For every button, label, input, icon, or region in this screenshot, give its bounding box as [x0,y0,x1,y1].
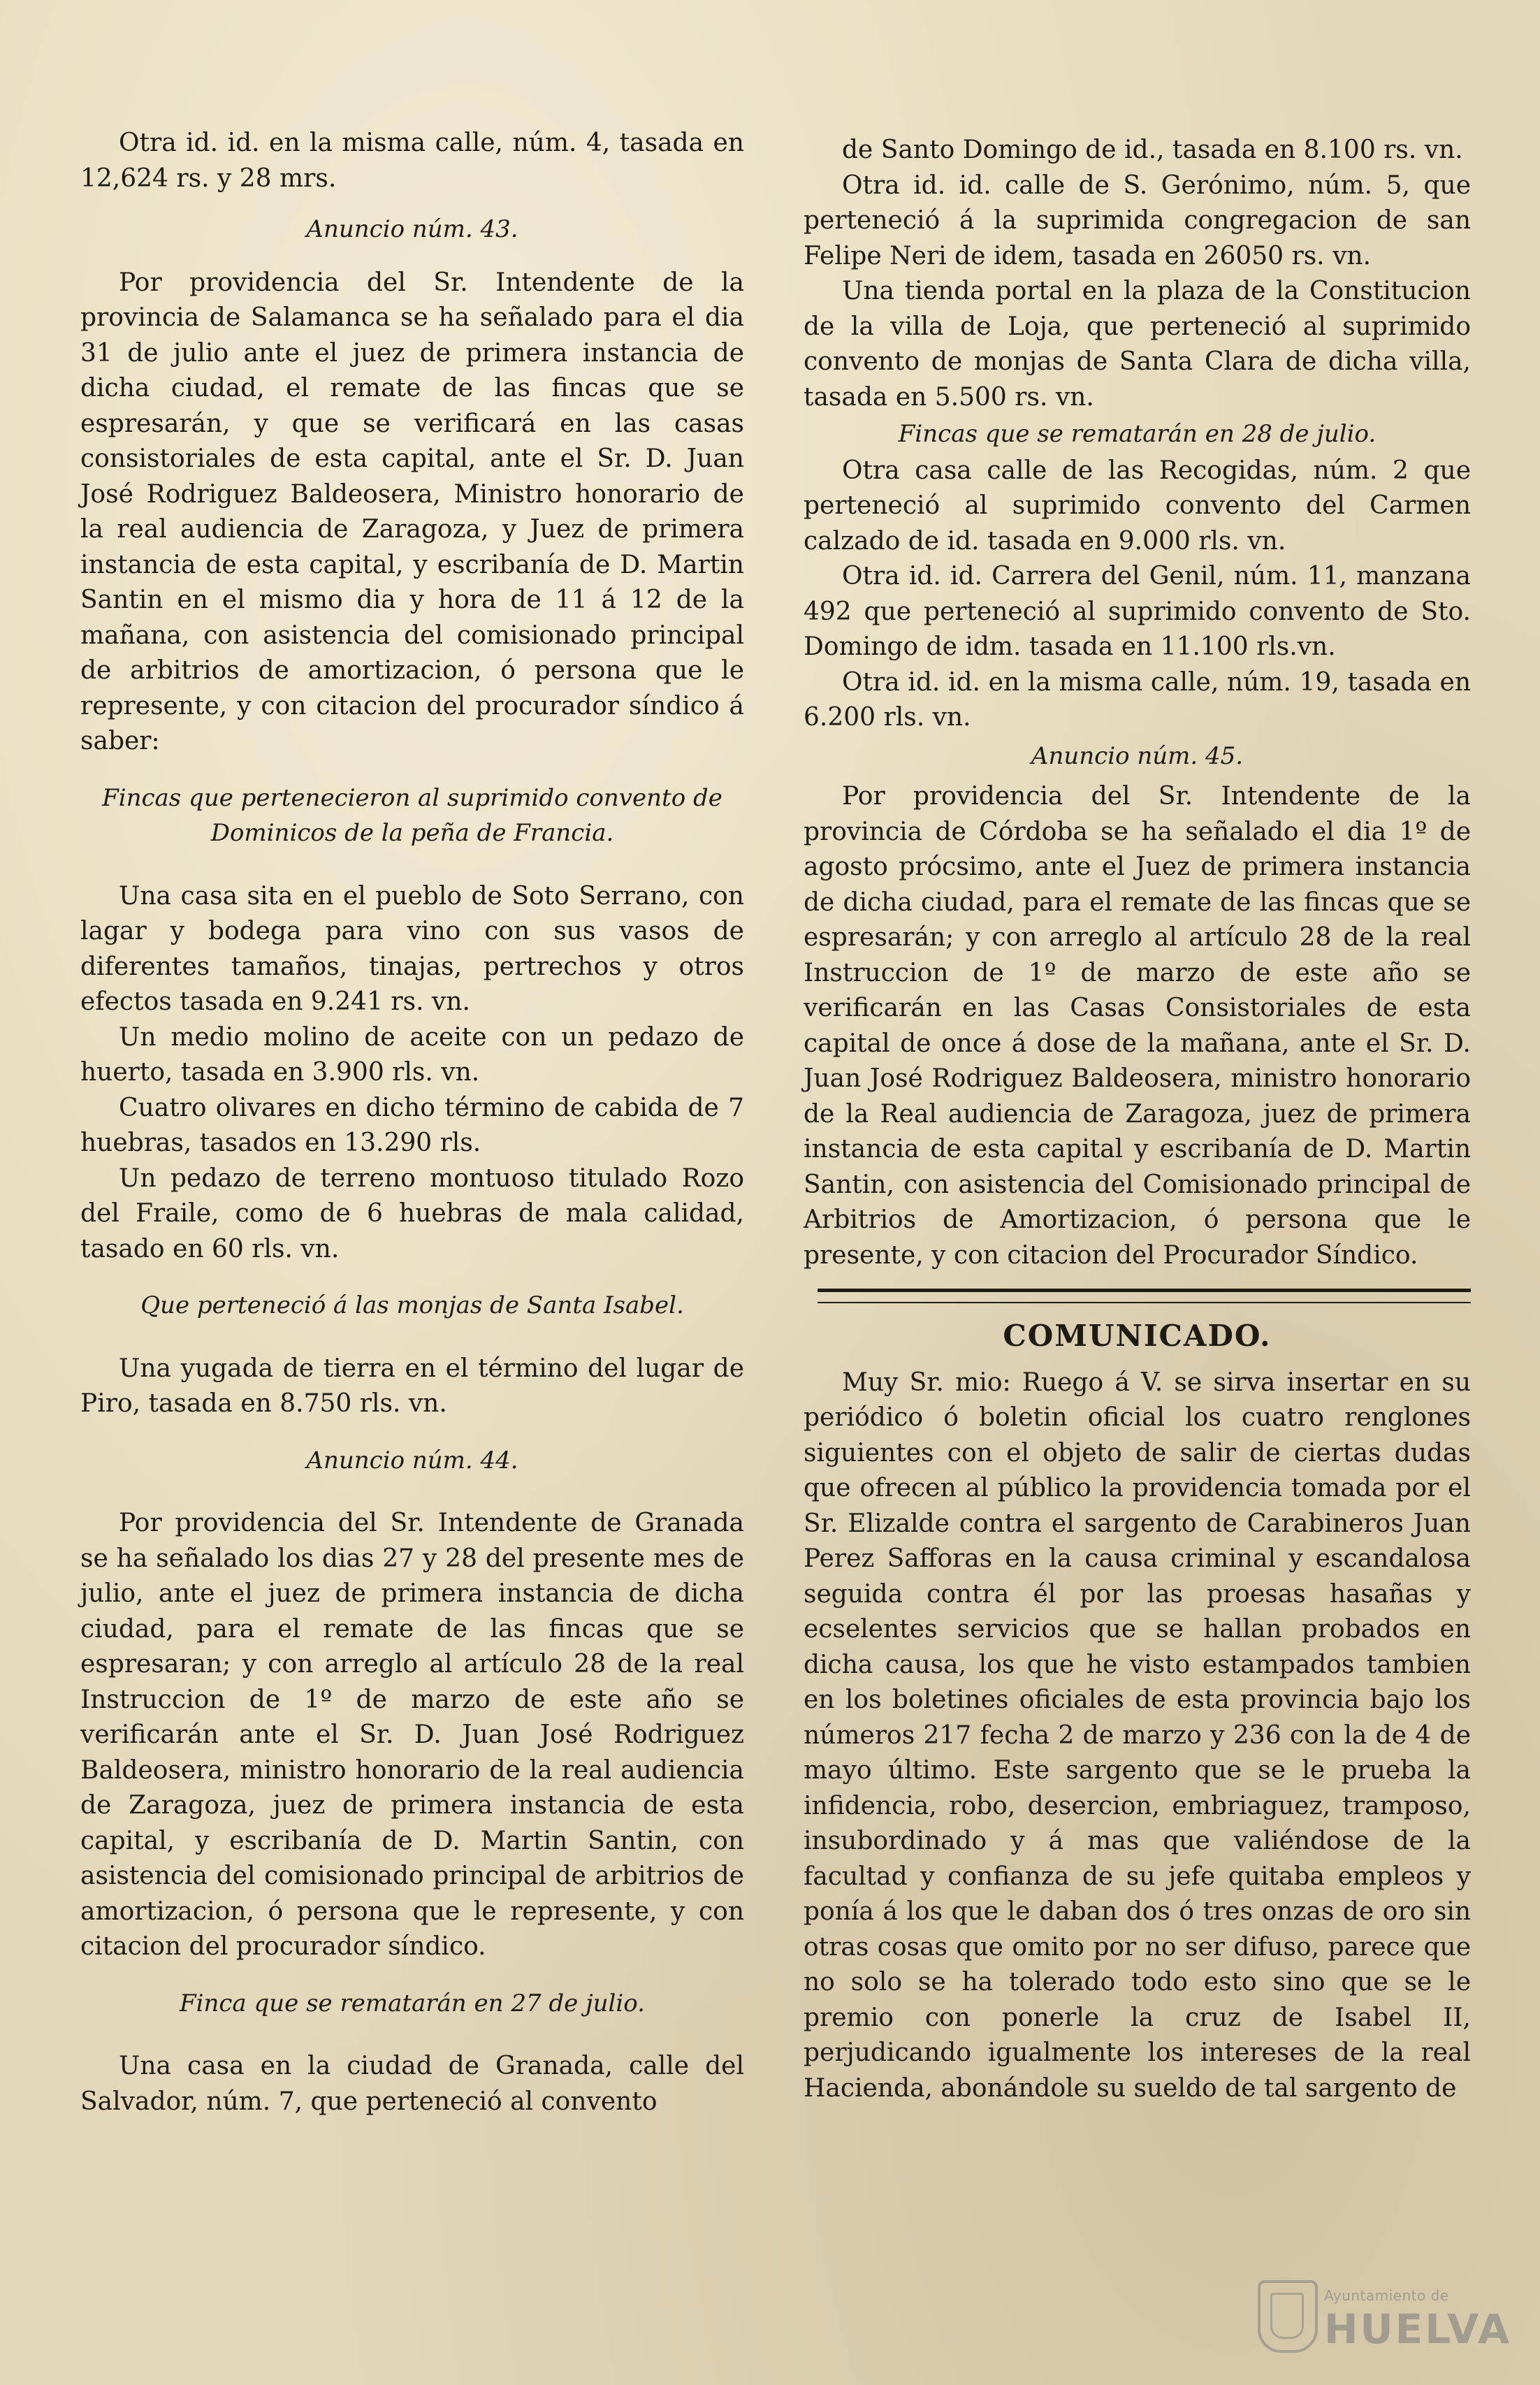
paragraph: Cuatro olivares en dicho término de cabida de 7 huebras, tasados en 13.290 rls. [80,1093,744,1157]
paragraph: Otra id. id. en la misma calle, núm. 19, tasada en 6.200 rls. vn. [804,667,1471,732]
paragraph: de Santo Domingo de id., tasada en 8.100 rs. vn. [842,136,1463,164]
paragraph: Una casa sita en el pueblo de Soto Serrano, con lagar y bodega para vino con sus vasos de diferentes tamaños, tinajas, pertrechos y otros efectos tasada en 9.241 rs. vn. [80,881,744,1016]
paragraph: Por providencia del Sr. Intendente de la provincia de Córdoba se ha señalado el dia 1º de agosto prócsimo, ante el Juez de primera instancia de dicha ciudad, para el remate de las fincas que se espresarán; y con arreglo al artículo 28 de la real Instruccion de 1º de marzo de este año se verificarán en las Casas Consistoriales de esta capital de once á dose de la mañana, ante el Sr. D. Juan José Rodriguez Baldeosera, ministro honorario de la Real audiencia de Zaragoza, juez de primera instancia de esta capital y escribanía de D. Martin Santin, con asistencia del Comisionado principal de Arbitrios de Amortizacion, ó persona que le presente, y con citacion del Procurador Síndico. [804,782,1471,1270]
subheading-28-julio: Fincas que se rematarán en 28 de julio. [898,420,1376,448]
paragraph: Una yugada de tierra en el término del lugar de Piro, tasada en 8.750 rls. vn. [80,1354,744,1418]
paragraph: Otra id. id. en la misma calle, núm. 4, tasada en 12,624 rs. y 28 mrs. [80,129,744,193]
subheading-santa-isabel: Que perteneció á las monjas de Santa Isabel. [140,1291,684,1319]
paragraph: Un pedazo de terreno montuoso titulado Rozo del Fraile, como de 6 huebras de mala calidad, tasado en 60 rls. vn. [80,1163,744,1263]
paragraph: Por providencia del Sr. Intendente de la provincia de Salamanca se ha señalado para el dia 31 de julio ante el juez de primera instancia de dicha ciudad, el remate de las fincas que se espresarán, y que se verificará en las casas consistoriales de esta capital, ante el Sr. D. Juan José Rodriguez Baldeosera, Ministro honorario de la real audiencia de Zaragoza, y Juez de primera instancia de esta capital, y escribanía de D. Martin Santin en el mismo dia y hora de 11 á 12 de la mañana, con asistencia del comisionado principal de arbitrios de amortizacion, ó persona que le represente, y con citacion del procurador síndico á saber: [80,268,744,755]
paragraph: Otra id. id. Carrera del Genil, núm. 11, manzana 492 que perteneció al suprimido convento de Sto. Domingo de idm. tasada en 11.100 rls.vn. [804,562,1471,661]
paragraph: Por providencia del Sr. Intendente de Granada se ha señalado los dias 27 y 28 del presente mes de julio, ante el juez de primera instancia de dicha ciudad, para el remate de las fincas que se espresaran; y con arreglo al artículo 28 de la real Instruccion de 1º de marzo de este año se verificarán ante el Sr. D. Juan José Rodriguez Baldeosera, ministro honorario de la real audiencia de Zaragoza, juez de primera instancia de esta capital, y escribanía de D. Martin Santin, con asistencia del comisionado principal de arbitrios de amortizacion, ó persona que le represente, y con citacion del procurador síndico. [80,1509,744,1961]
paragraph: Muy Sr. mio: Ruego á V. se sirva insertar en su periódico ó boletin oficial los cuatro renglones siguientes con el objeto de salir de ciertas dudas que ofrecen al público la providencia tomada por el Sr. Elizalde contra el sargento de Carabineros Juan Perez Safforas en la causa criminal y escandalosa seguida contra él por las proesas hasañas y ecselentes servicios que se hallan probados en dicha causa, los que he visto estampados tambien en los boletines oficiales de esta provincia bajo los números 217 fecha 2 de marzo y 236 con la de 4 de mayo último. Este sargento que se le prueba la infidencia, robo, desercion, embriaguez, tramposo, insubordinado y á mas que valiéndose de la facultad y confianza de su jefe quitaba empleos y ponía á los que le daban dos ó tres onzas de oro sin otras cosas que omito por no ser difuso, parece que no solo se ha tolerado todo esto sino que se le premio con ponerle la cruz de Isabel II, perjudicando igualmente los intereses de la real Hacienda, abonándole su sueldo de tal sargento de [804,1368,1471,2103]
watermark-small-text: Ayuntamiento de [1324,2287,1449,2304]
paragraph: Una tienda portal en la plaza de la Constitucion de la villa de Loja, que perteneció al suprimido convento de monjas de Santa Clara de dicha villa, tasada en 5.500 rs. vn. [804,277,1471,412]
right-column [804,133,1471,2106]
subheading-27-julio: Finca que se rematarán en 27 de julio. [180,1989,645,2017]
section-divider [818,1289,1471,1303]
left-column [80,126,744,2119]
subheading-dominicos: Fincas que pertenecieron al suprimido convento de Dominicos de la peña de Francia. [102,783,722,847]
comunicado-title: COMUNICADO. [1003,1319,1272,1353]
city-seal-icon [1258,2280,1318,2353]
anuncio-heading-45: Anuncio núm. 45. [1031,741,1244,770]
watermark-big-text: HUELVA [1324,2305,1512,2353]
archive-watermark [1258,2275,1512,2358]
paragraph: Otra casa calle de las Recogidas, núm. 2 que perteneció al suprimido convento del Carmen calzado de id. tasada en 9.000 rls. vn. [804,456,1471,556]
anuncio-heading-44: Anuncio núm. 44. [306,1446,518,1474]
paragraph: Una casa en la ciudad de Granada, calle del Salvador, núm. 7, que perteneció al convento [80,2052,744,2116]
paragraph: Un medio molino de aceite con un pedazo de huerto, tasada en 3.900 rls. vn. [80,1022,744,1087]
paragraph: Otra id. id. calle de S. Gerónimo, núm. 5, que perteneció á la suprimida congregacion de san Felipe Neri de idem, tasada en 26050 rs. vn. [804,171,1471,270]
anuncio-heading-43: Anuncio núm. 43. [306,215,518,243]
